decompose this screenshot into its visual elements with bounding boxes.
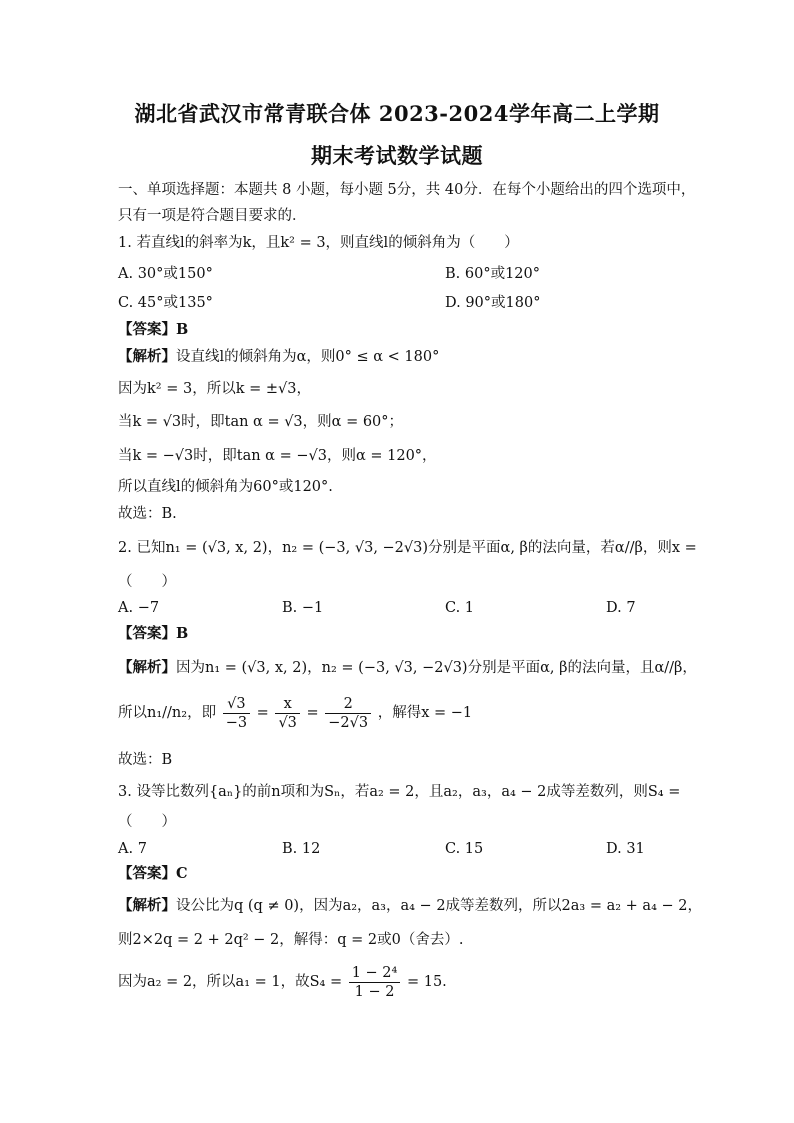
q3-analysis-3 [118, 963, 447, 1001]
q3-fraction [349, 964, 401, 1001]
q2-fraction-2-num: x [275, 695, 299, 714]
q2-fraction-2-den: √3 [278, 714, 297, 731]
q3-option-a: A. 7 [118, 841, 147, 857]
q2-stem-blank: （ ） [118, 574, 176, 590]
q3-analysis-label: 【解析】 [118, 897, 176, 914]
q2-fraction-1 [223, 695, 250, 732]
q3-analysis-text: 设公比为q (q ≠ 0)，因为a₂，a₃，a₄ − 2成等差数列，所以2a₃ = a₂ + a₄ − 2， [176, 898, 702, 914]
q1-option-c: C. 45°或135° [118, 295, 213, 311]
q3-stem-blank: （ ） [118, 814, 176, 830]
q2-fraction-1-num: √3 [223, 695, 250, 714]
q1-analysis-5: 所以直线l的倾斜角为60°或120°. [118, 479, 333, 495]
q3-option-b: B. 12 [282, 841, 321, 857]
q1-analysis-2: 因为k² = 3，所以k = ±√3， [118, 381, 311, 397]
q3-option-c: C. 15 [445, 841, 484, 857]
section-heading: 一、单项选择题：本题共 8 小题，每小题 5分，共 40分．在每个小题给出的四个选项中， [118, 182, 696, 198]
q1-analysis-text: 设直线l的倾斜角为α，则0° ≤ α < 180° [176, 349, 440, 365]
q1-option-b: B. 60°或120° [445, 266, 541, 282]
q1-option-d: D. 90°或180° [445, 295, 541, 311]
q2-fraction-2 [275, 695, 299, 732]
q2-choice: 故选：B [118, 752, 173, 768]
q2-analysis-2: 所以n₁//n₂，即 $\frac{√3}{-3}$ = $\frac{x}{√3}$ = $\frac{2}{-2√3}$ ，解得x = −1 [118, 695, 473, 731]
q2-fraction-3-den: −2√3 [328, 714, 369, 731]
q3-analysis-3-post: = 15. [406, 974, 447, 990]
q3-fraction-den: 1 − 2 [354, 983, 395, 1000]
q2-fraction-1-den: −3 [225, 714, 248, 731]
q2-analysis-label: 【解析】 [118, 659, 176, 676]
q3-analysis-2: 则2×2q = 2 + 2q² − 2，解得：q = 2或0（舍去）. [118, 932, 464, 948]
q1-option-a: A. 30°或150° [118, 266, 213, 282]
q2-fraction-3 [325, 695, 371, 732]
q3-analysis-1 [118, 896, 702, 916]
q2-analysis-1 [118, 658, 697, 678]
q1-stem: 1. 若直线l的斜率为k，且k² = 3，则直线l的倾斜角为（ ） [118, 235, 519, 251]
q3-fraction-num: 1 − 2⁴ [349, 964, 401, 983]
q2-option-d: D. 7 [606, 600, 636, 616]
q3-stem: 3. 设等比数列{aₙ}的前n项和为Sₙ，若a₂ = 2，且a₂，a₃，a₄ − 2成等差数列，则S₄ = [118, 784, 681, 800]
q1-choice: 故选：B. [118, 506, 177, 522]
section-heading-cont: 只有一项是符合题目要求的． [118, 208, 307, 224]
q3-answer: 【答案】C [118, 865, 188, 882]
q2-analysis-text: 因为n₁ = (√3, x, 2)，n₂ = (−3, √3, −2√3)分别是平面α, β的法向量，且α//β， [176, 660, 697, 676]
q2-stem: 2. 已知n₁ = (√3, x, 2)，n₂ = (−3, √3, −2√3)分别是平面α, β的法向量，若α//β，则x = [118, 540, 697, 556]
exam-title-line2: 期末考试数学试题 [311, 143, 483, 168]
q2-option-b: B. −1 [282, 600, 324, 616]
q2-analysis-2-post: ，解得x = −1 [377, 705, 473, 721]
q3-analysis-3-pre: 因为a₂ = 2，所以a₁ = 1，故S₄ = [118, 974, 343, 990]
q1-analysis-1 [118, 347, 439, 367]
q1-analysis-4: 当k = −√3时，即tan α = −√3，则α = 120°， [118, 448, 437, 464]
q1-answer: 【答案】B [118, 321, 189, 338]
q2-option-a: A. −7 [118, 600, 160, 616]
q2-answer: 【答案】B [118, 625, 189, 642]
q3-option-d: D. 31 [606, 841, 645, 857]
q2-analysis-2-pre: 所以n₁//n₂，即 [118, 705, 217, 721]
exam-title-line1: 湖北省武汉市常青联合体 2023-2024学年高二上学期 [134, 101, 660, 126]
q2-option-c: C. 1 [445, 600, 475, 616]
q1-analysis-3: 当k = √3时，即tan α = √3，则α = 60°； [118, 414, 404, 430]
q2-fraction-3-num: 2 [325, 695, 371, 714]
q1-analysis-label: 【解析】 [118, 348, 176, 365]
